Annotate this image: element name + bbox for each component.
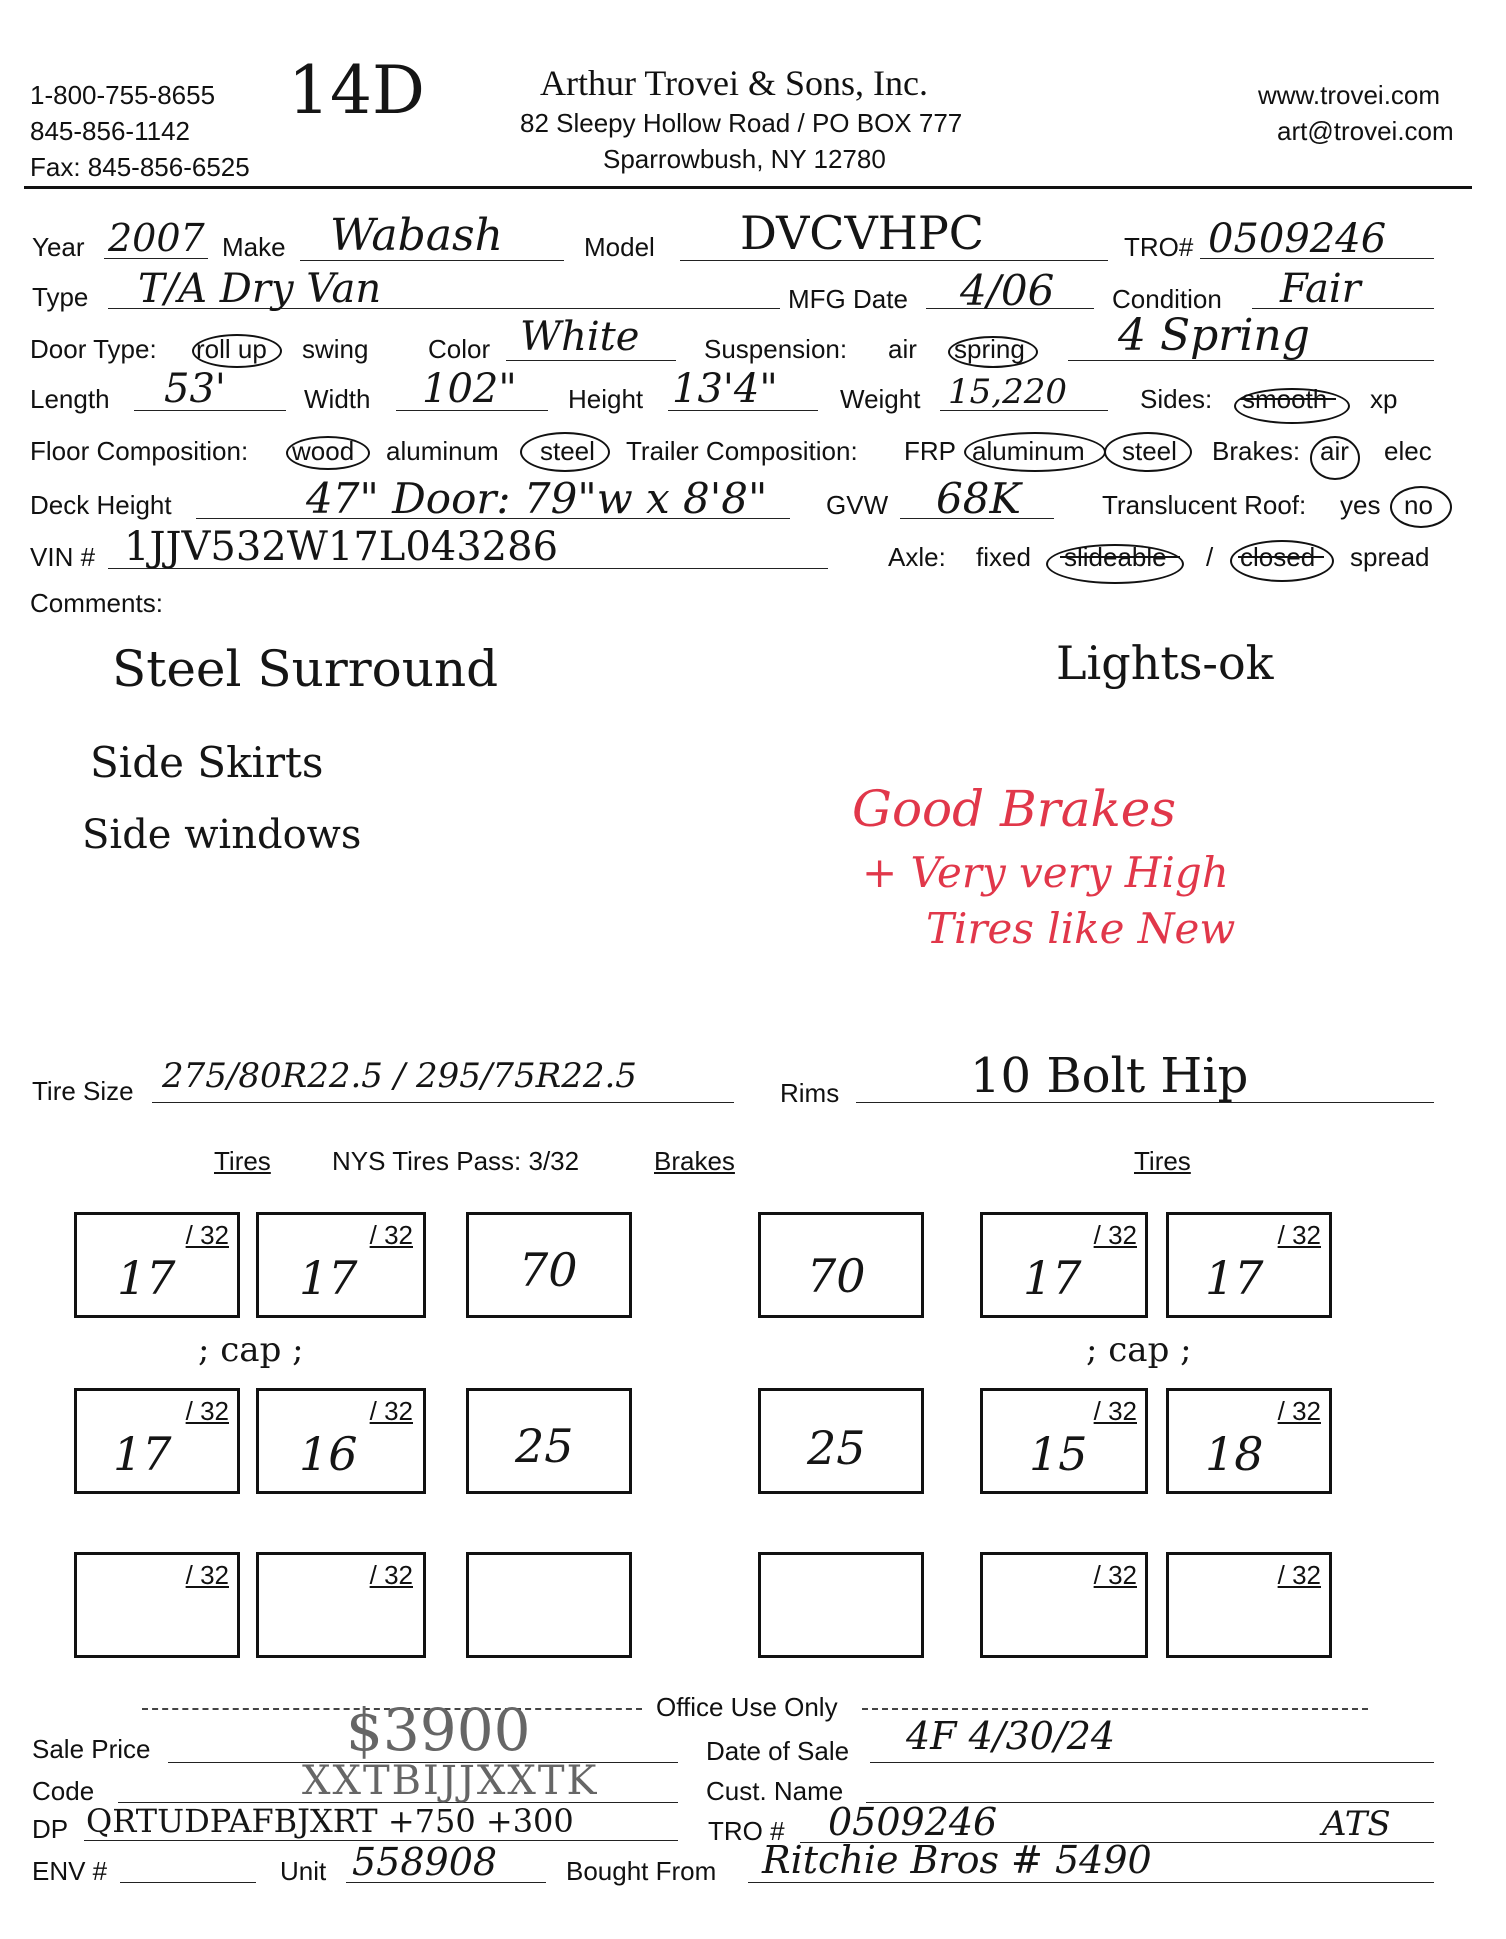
code-value: XXTBIJJXXTK bbox=[302, 1758, 599, 1804]
fax-number: Fax: 845-856-6525 bbox=[30, 152, 250, 182]
tire-box[interactable] bbox=[1166, 1552, 1332, 1658]
sides-label: Sides: bbox=[1140, 384, 1213, 414]
rims-label: Rims bbox=[780, 1078, 840, 1108]
office-tro-note: ATS bbox=[1322, 1804, 1391, 1844]
trailer-comp-aluminum-circle bbox=[964, 432, 1106, 472]
tire-tread-value: 16 bbox=[299, 1427, 358, 1481]
comments-label: Comments: bbox=[30, 588, 163, 618]
code-label: Code bbox=[32, 1776, 95, 1806]
header-divider bbox=[24, 186, 1472, 189]
fraction-label: / 32 bbox=[185, 1220, 229, 1250]
length-label: Length bbox=[30, 384, 110, 414]
brake-box[interactable] bbox=[758, 1552, 924, 1658]
tire-box[interactable] bbox=[1166, 1212, 1332, 1318]
weight-value: 15,220 bbox=[948, 372, 1067, 412]
tire-tread-value: 17 bbox=[299, 1251, 358, 1305]
make-label: Make bbox=[222, 232, 286, 262]
tire-box[interactable] bbox=[980, 1212, 1148, 1318]
trailer-comp-option-steel: steel bbox=[1122, 436, 1177, 466]
tire-tread-value: 18 bbox=[1205, 1427, 1264, 1481]
tire-box[interactable] bbox=[74, 1552, 240, 1658]
suspension-option-air: air bbox=[888, 334, 917, 364]
translucent-roof-label: Translucent Roof: bbox=[1102, 490, 1307, 520]
color-value: White bbox=[520, 314, 640, 360]
tire-box[interactable] bbox=[256, 1388, 426, 1494]
env-label: ENV # bbox=[32, 1856, 108, 1886]
office-use-heading: Office Use Only bbox=[656, 1692, 838, 1722]
roof-option-yes: yes bbox=[1340, 490, 1381, 520]
suspension-label: Suspension: bbox=[704, 334, 848, 364]
fraction-label: / 32 bbox=[1277, 1396, 1321, 1426]
date-of-sale-line bbox=[870, 1762, 1434, 1763]
fraction-label: / 32 bbox=[369, 1396, 413, 1426]
weight-label: Weight bbox=[840, 384, 921, 414]
brakes-option-elec: elec bbox=[1384, 436, 1432, 466]
tire-box[interactable] bbox=[256, 1212, 426, 1318]
tire-size-label: Tire Size bbox=[32, 1076, 134, 1106]
brakes-air-circle bbox=[1310, 436, 1360, 480]
color-line bbox=[506, 360, 676, 361]
axle-separator: / bbox=[1206, 542, 1214, 572]
brakes-option-air: air bbox=[1320, 436, 1349, 466]
year-value: 2007 bbox=[108, 216, 205, 260]
date-of-sale-label: Date of Sale bbox=[706, 1736, 850, 1766]
bought-from-label: Bought From bbox=[566, 1856, 717, 1886]
brake-box[interactable] bbox=[466, 1552, 632, 1658]
unit-value: 558908 bbox=[352, 1840, 498, 1884]
tire-box[interactable] bbox=[1166, 1388, 1332, 1494]
phone-1: 1-800-755-8655 bbox=[30, 80, 216, 110]
gvw-label: GVW bbox=[826, 490, 889, 520]
fraction-label: / 32 bbox=[1277, 1220, 1321, 1250]
company-address-1: 82 Sleepy Hollow Road / PO BOX 777 bbox=[520, 108, 963, 138]
fraction-label: / 32 bbox=[369, 1220, 413, 1250]
brake-value: 25 bbox=[515, 1419, 574, 1473]
deck-height-value: 47" Door: 79"w x 8'8" bbox=[306, 474, 768, 523]
bought-from-value: Ritchie Bros # 5490 bbox=[762, 1838, 1152, 1882]
door-type-label: Door Type: bbox=[30, 334, 157, 364]
year-label: Year bbox=[32, 232, 85, 262]
length-value: 53' bbox=[164, 366, 226, 412]
mfg-date-label: MFG Date bbox=[788, 284, 908, 314]
tire-size-value: 275/80R22.5 / 295/75R22.5 bbox=[162, 1056, 637, 1096]
nys-tires-pass: NYS Tires Pass: 3/32 bbox=[332, 1146, 580, 1176]
axle-option-fixed: fixed bbox=[976, 542, 1031, 572]
model-line bbox=[680, 260, 1108, 261]
sale-price-value: $3900 bbox=[346, 1696, 531, 1764]
sides-option-smooth: smooth bbox=[1242, 384, 1328, 414]
axle-option-slideable: slideable bbox=[1064, 542, 1167, 572]
floor-steel-circle bbox=[520, 432, 610, 472]
brake-value: 70 bbox=[519, 1243, 578, 1297]
brakes-label: Brakes: bbox=[1212, 436, 1301, 466]
tire-box[interactable] bbox=[74, 1212, 240, 1318]
make-value: Wabash bbox=[330, 210, 503, 261]
tire-size-line bbox=[152, 1102, 734, 1103]
roof-option-no: no bbox=[1404, 490, 1433, 520]
rims-value: 10 Bolt Hip bbox=[970, 1048, 1249, 1104]
fraction-label: / 32 bbox=[1093, 1220, 1137, 1250]
floor-wood-circle bbox=[286, 436, 370, 470]
tro-value: 0509246 bbox=[1208, 216, 1387, 262]
bought-from-line bbox=[748, 1882, 1434, 1883]
brake-box[interactable] bbox=[466, 1388, 632, 1494]
comment-side-skirts: Side Skirts bbox=[90, 738, 324, 787]
cap-note-left: ; cap ; bbox=[198, 1330, 304, 1370]
tire-box[interactable] bbox=[256, 1552, 426, 1658]
comment-steel-surround: Steel Surround bbox=[112, 640, 499, 698]
door-option-swing: swing bbox=[302, 334, 369, 364]
tire-tread-value: 17 bbox=[113, 1427, 172, 1481]
axle-option-spread: spread bbox=[1350, 542, 1430, 572]
dp-value: QRTUDPAFBJXRT +750 +300 bbox=[86, 1802, 574, 1840]
comment-very-high: + Very very High bbox=[862, 848, 1229, 897]
axle-option-closed: closed bbox=[1240, 542, 1316, 572]
company-email: art@trovei.com bbox=[1277, 116, 1454, 146]
comment-side-windows: Side windows bbox=[82, 812, 362, 858]
tire-tread-value: 15 bbox=[1029, 1427, 1088, 1481]
tire-box[interactable] bbox=[74, 1388, 240, 1494]
width-value: 102" bbox=[422, 366, 517, 412]
floor-option-aluminum: aluminum bbox=[386, 436, 499, 466]
company-address-2: Sparrowbush, NY 12780 bbox=[603, 144, 886, 174]
env-line bbox=[120, 1882, 256, 1883]
cap-note-right: ; cap ; bbox=[1086, 1330, 1192, 1370]
condition-label: Condition bbox=[1112, 284, 1222, 314]
deck-height-label: Deck Height bbox=[30, 490, 172, 520]
type-label: Type bbox=[32, 282, 89, 312]
tires-heading-right: Tires bbox=[1134, 1146, 1191, 1176]
axle-label: Axle: bbox=[888, 542, 946, 572]
fraction-label: / 32 bbox=[1093, 1560, 1137, 1590]
suspension-value: 4 Spring bbox=[1118, 310, 1310, 361]
office-divider-right bbox=[862, 1708, 1368, 1710]
unit-label: Unit bbox=[280, 1856, 327, 1886]
handwritten-mark: 14D bbox=[288, 52, 425, 129]
office-tro-value: 0509246 bbox=[828, 1800, 998, 1844]
sides-option-xp: xp bbox=[1370, 384, 1398, 414]
model-value: DVCVHPC bbox=[740, 206, 984, 260]
axle-closed-circle bbox=[1230, 540, 1334, 582]
height-label: Height bbox=[568, 384, 644, 414]
comment-tires-like-new: Tires like New bbox=[926, 904, 1236, 953]
vin-value: 1JJV532W17L043286 bbox=[124, 524, 559, 570]
fraction-label: / 32 bbox=[185, 1560, 229, 1590]
condition-value: Fair bbox=[1280, 266, 1361, 312]
fraction-label: / 32 bbox=[369, 1560, 413, 1590]
brake-box[interactable] bbox=[758, 1388, 924, 1494]
brake-value: 70 bbox=[807, 1249, 866, 1303]
fraction-label: / 32 bbox=[185, 1396, 229, 1426]
trailer-comp-steel-circle bbox=[1104, 432, 1192, 472]
date-of-sale-value: 4F 4/30/24 bbox=[906, 1714, 1116, 1758]
tire-tread-value: 17 bbox=[117, 1251, 176, 1305]
gvw-value: 68K bbox=[936, 474, 1021, 523]
sale-price-label: Sale Price bbox=[32, 1734, 151, 1764]
cust-name-label: Cust. Name bbox=[706, 1776, 844, 1806]
door-option-roll-up: roll up bbox=[196, 334, 267, 364]
phone-2: 845-856-1142 bbox=[30, 116, 190, 146]
trailer-comp-option-aluminum: aluminum bbox=[972, 436, 1085, 466]
color-label: Color bbox=[428, 334, 491, 364]
floor-option-wood: wood bbox=[292, 436, 355, 466]
company-website: www.trovei.com bbox=[1258, 80, 1441, 110]
axle-slideable-circle bbox=[1046, 544, 1184, 584]
brake-box[interactable] bbox=[758, 1212, 924, 1318]
brake-value: 25 bbox=[807, 1421, 866, 1475]
height-value: 13'4" bbox=[672, 366, 778, 412]
width-label: Width bbox=[304, 384, 371, 414]
dp-label: DP bbox=[32, 1814, 69, 1844]
comment-good-brakes: Good Brakes bbox=[852, 780, 1177, 838]
floor-option-steel: steel bbox=[540, 436, 595, 466]
brakes-heading: Brakes bbox=[654, 1146, 735, 1176]
door-roll-up-circle bbox=[192, 334, 282, 368]
comment-lights-ok: Lights-ok bbox=[1056, 636, 1274, 690]
tire-tread-value: 17 bbox=[1205, 1251, 1264, 1305]
tire-box[interactable] bbox=[980, 1552, 1148, 1658]
tire-box[interactable] bbox=[980, 1388, 1148, 1494]
model-label: Model bbox=[584, 232, 655, 262]
tro-label: TRO# bbox=[1124, 232, 1194, 262]
floor-composition-label: Floor Composition: bbox=[30, 436, 249, 466]
office-tro-label: TRO # bbox=[708, 1816, 785, 1846]
fraction-label: / 32 bbox=[1093, 1396, 1137, 1426]
vin-label: VIN # bbox=[30, 542, 96, 572]
suspension-option-spring: spring bbox=[954, 334, 1025, 364]
tires-heading-left: Tires bbox=[214, 1146, 271, 1176]
company-name: Arthur Trovei & Sons, Inc. bbox=[540, 63, 929, 103]
type-value: T/A Dry Van bbox=[138, 266, 382, 312]
trailer-composition-label: Trailer Composition: bbox=[626, 436, 858, 466]
roof-no-circle bbox=[1390, 486, 1452, 528]
suspension-spring-circle bbox=[948, 336, 1038, 368]
trailer-comp-option-frp: FRP bbox=[904, 436, 956, 466]
mfg-date-value: 4/06 bbox=[960, 266, 1055, 315]
sides-smooth-circle bbox=[1234, 388, 1350, 424]
brake-box[interactable] bbox=[466, 1212, 632, 1318]
tire-tread-value: 17 bbox=[1023, 1251, 1082, 1305]
fraction-label: / 32 bbox=[1277, 1560, 1321, 1590]
